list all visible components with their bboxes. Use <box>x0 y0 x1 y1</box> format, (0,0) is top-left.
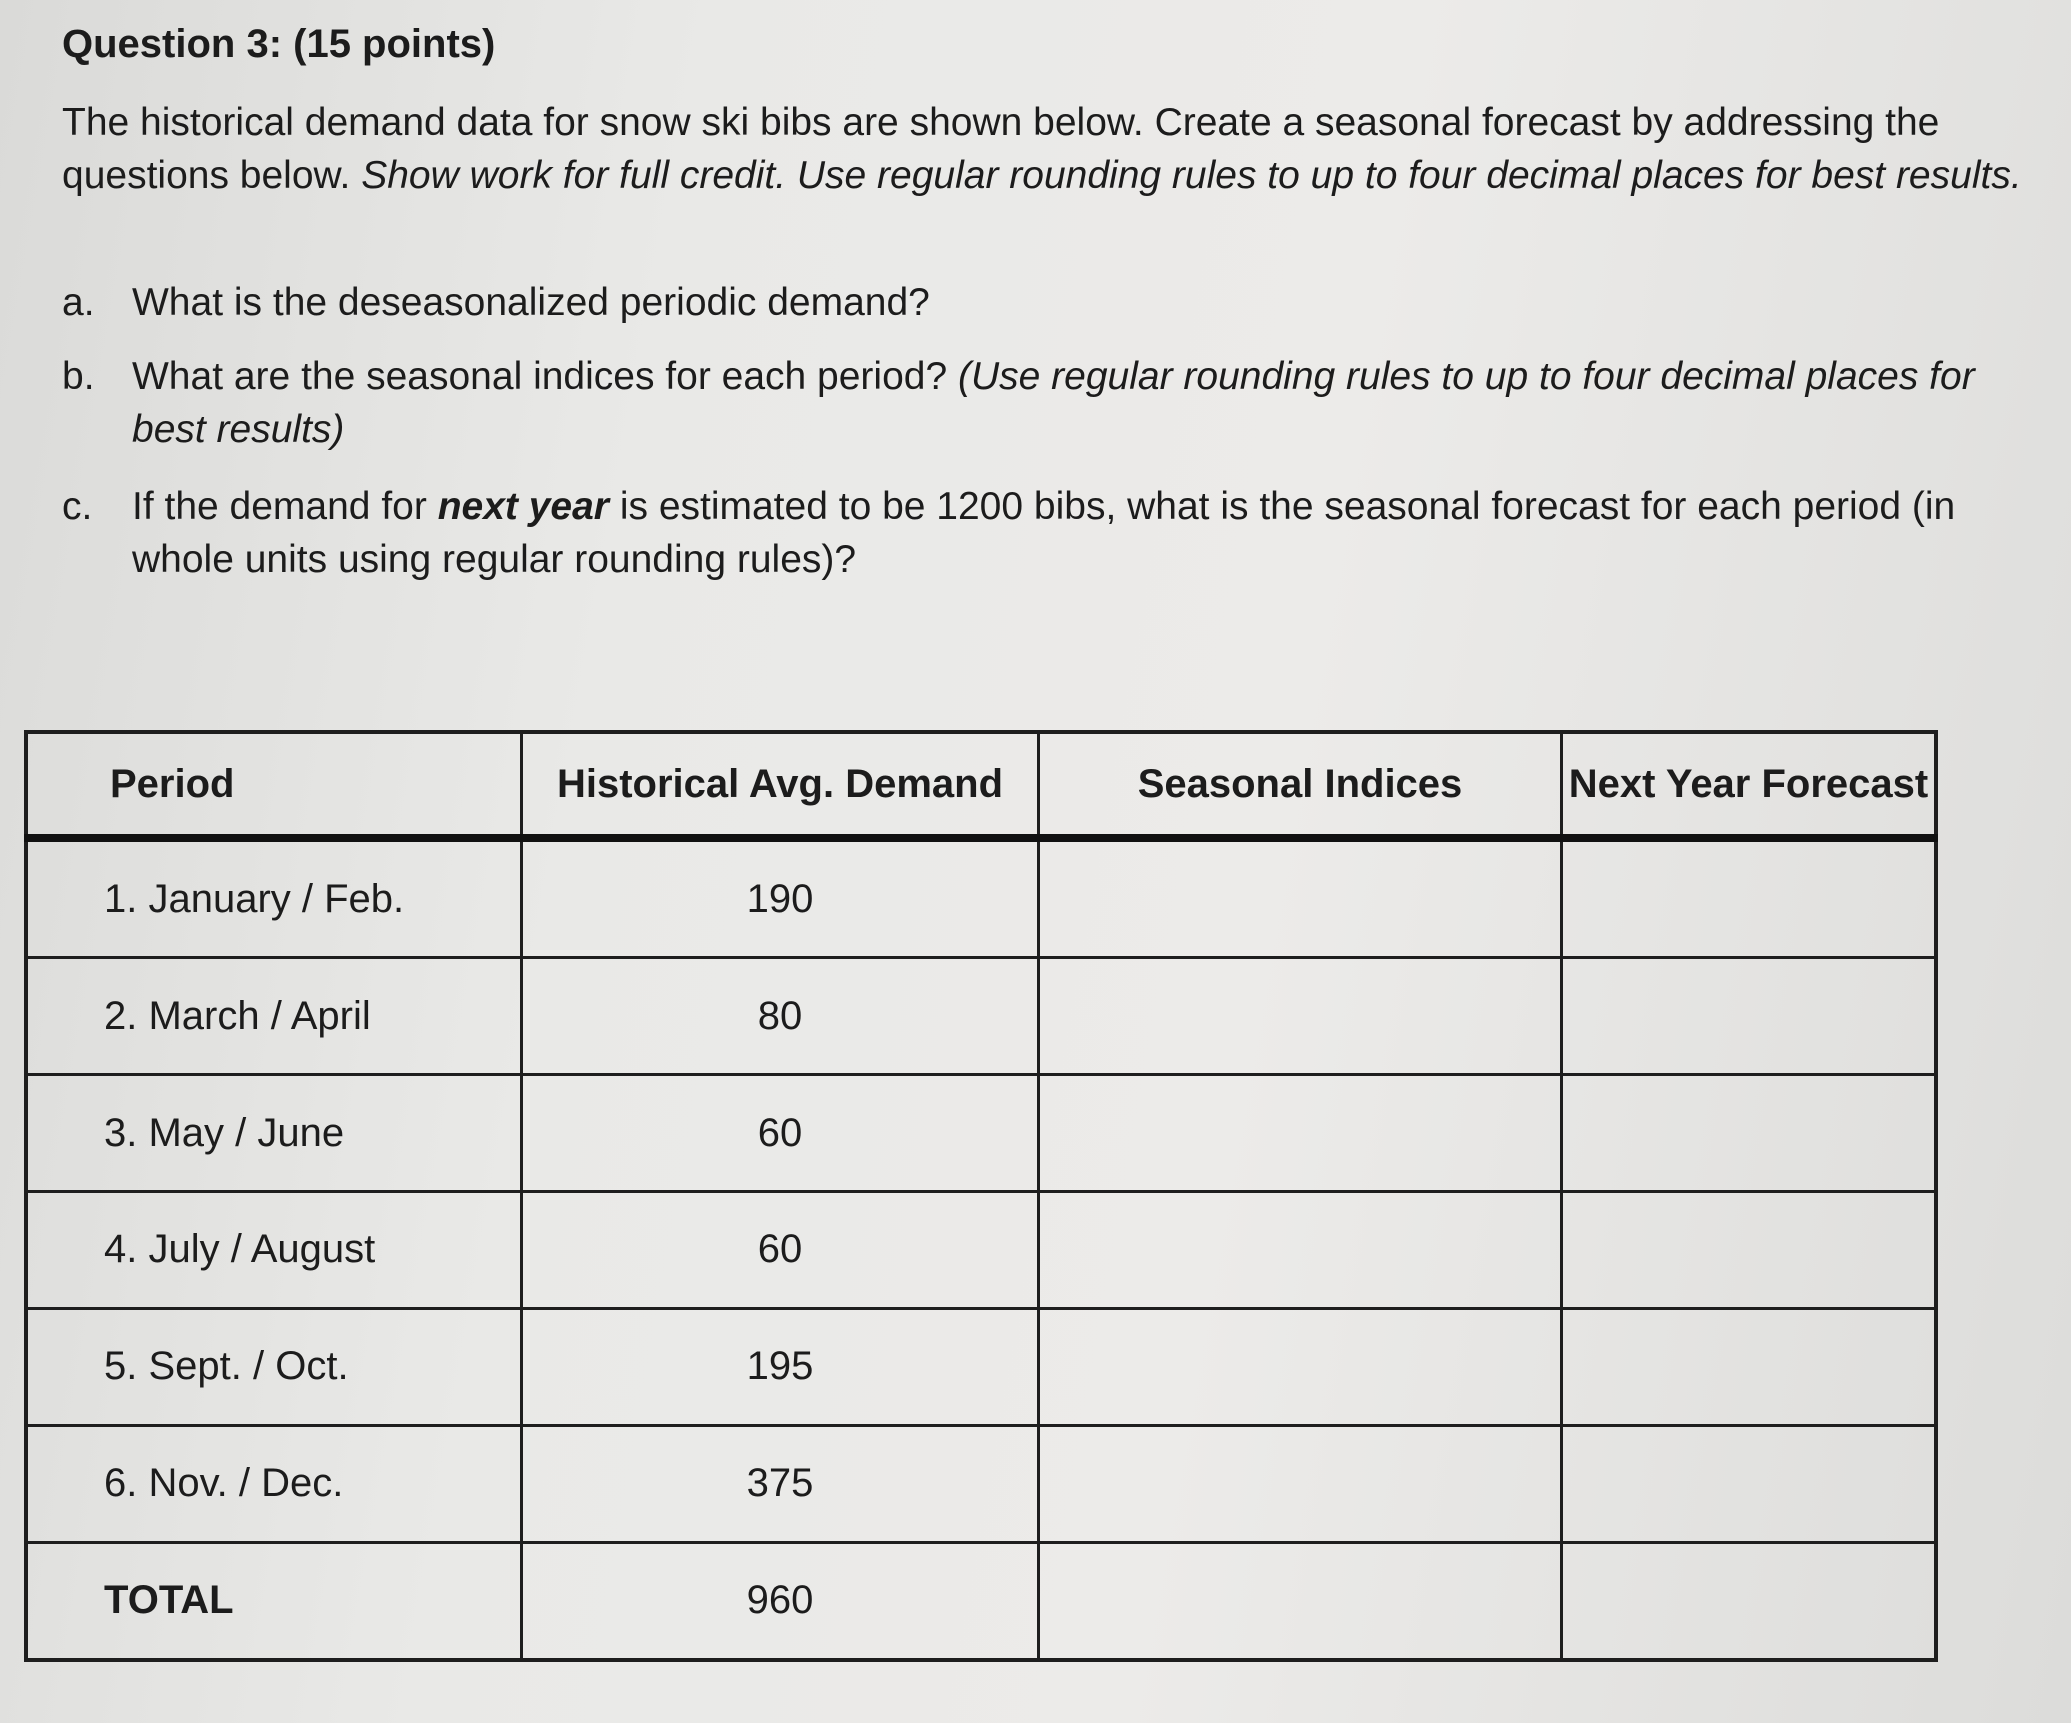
question-part-c <box>62 480 2052 586</box>
forecast-cell[interactable] <box>1562 838 1937 958</box>
part-b-letter: b. <box>62 355 95 398</box>
forecast-cell[interactable] <box>1562 1308 1937 1425</box>
header-seasonal-indices: Seasonal Indices <box>1039 732 1562 838</box>
period-cell: 1. January / Feb. <box>26 838 522 958</box>
period-cell: 5. Sept. / Oct. <box>26 1308 522 1425</box>
total-forecast-cell[interactable] <box>1562 1542 1937 1660</box>
seasonal-index-cell[interactable] <box>1039 1192 1562 1309</box>
part-a-letter: a. <box>62 281 95 324</box>
table-row <box>26 1075 1936 1192</box>
forecast-cell[interactable] <box>1562 1425 1937 1542</box>
demand-cell: 80 <box>522 958 1039 1075</box>
demand-cell: 375 <box>522 1425 1039 1542</box>
demand-cell: 60 <box>522 1075 1039 1192</box>
intro-text: The historical demand data for snow ski bibs are shown below. Create a seasonal forecast by addressing the questions below. <box>62 101 1940 197</box>
part-a-text: What is the deseasonalized periodic demand? <box>132 281 930 324</box>
total-label: TOTAL <box>26 1542 522 1660</box>
demand-cell: 195 <box>522 1308 1039 1425</box>
part-b-text: What are the seasonal indices for each period? <box>132 355 948 398</box>
part-c-letter: c. <box>62 485 93 528</box>
part-b-note: (Use regular rounding rules to up to four decimal places for best results) <box>132 355 1975 451</box>
demand-table <box>24 730 1938 1662</box>
seasonal-index-cell[interactable] <box>1039 958 1562 1075</box>
seasonal-index-cell[interactable] <box>1039 838 1562 958</box>
header-next-year-forecast: Next Year Forecast <box>1562 732 1937 838</box>
total-row <box>26 1542 1936 1660</box>
header-historical-demand: Historical Avg. Demand <box>522 732 1039 838</box>
period-cell: 4. July / August <box>26 1192 522 1309</box>
part-c-emphasis: next year <box>437 485 609 528</box>
total-seasonal-index-cell[interactable] <box>1039 1542 1562 1660</box>
table-row <box>26 1308 1936 1425</box>
part-c-text-before: If the demand for <box>132 485 427 528</box>
forecast-cell[interactable] <box>1562 1192 1937 1309</box>
question-part-a <box>62 276 2052 329</box>
demand-cell: 60 <box>522 1192 1039 1309</box>
period-cell: 6. Nov. / Dec. <box>26 1425 522 1542</box>
table-row <box>26 838 1936 958</box>
intro-instructions: Show work for full credit. Use regular rounding rules to up to four decimal places for best results. <box>361 154 2022 197</box>
part-c-text-after: is estimated to be 1200 bibs, what is the seasonal forecast for each period (in whole units using regular rounding rules)? <box>132 485 1956 581</box>
table-row <box>26 958 1936 1075</box>
period-cell: 2. March / April <box>26 958 522 1075</box>
total-demand: 960 <box>522 1542 1039 1660</box>
question-intro <box>62 96 2022 202</box>
seasonal-index-cell[interactable] <box>1039 1425 1562 1542</box>
period-cell: 3. May / June <box>26 1075 522 1192</box>
seasonal-index-cell[interactable] <box>1039 1308 1562 1425</box>
header-period: Period <box>26 732 522 838</box>
table-row <box>26 1425 1936 1542</box>
question-part-b <box>62 350 2052 456</box>
forecast-cell[interactable] <box>1562 958 1937 1075</box>
question-title: Question 3: (15 points) <box>62 22 496 66</box>
table-header-row <box>26 732 1936 838</box>
forecast-cell[interactable] <box>1562 1075 1937 1192</box>
table-row <box>26 1192 1936 1309</box>
seasonal-index-cell[interactable] <box>1039 1075 1562 1192</box>
demand-cell: 190 <box>522 838 1039 958</box>
